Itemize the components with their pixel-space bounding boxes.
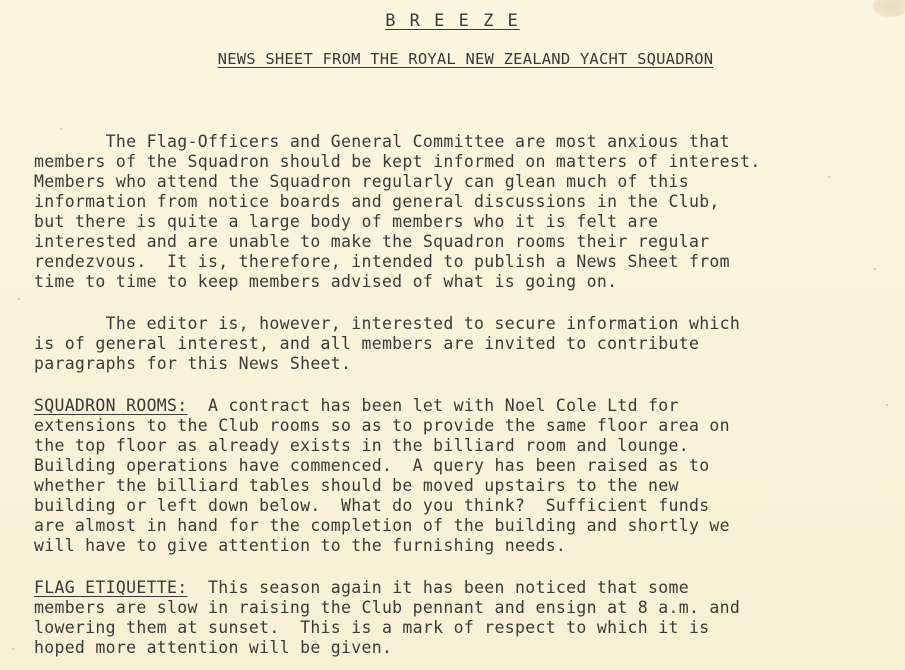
squadron-rooms-line: Building operations have commenced. A query has been raised as to [34, 456, 710, 475]
squadron-rooms-line: the top floor as already exists in the billiard room and lounge. [34, 436, 689, 455]
squadron-rooms-line: building or left down below. What do you think? Sufficient funds [34, 496, 710, 515]
paragraph1-line: interested and are unable to make the Squadron rooms their regular [34, 232, 710, 251]
squadron-rooms-line: will have to give attention to the furnishing needs. [34, 536, 567, 555]
document-subtitle-text: NEWS SHEET FROM THE ROYAL NEW ZEALAND YACHT SQUADRON [217, 50, 714, 68]
flag-etiquette-line: hoped more attention will be given. [34, 638, 393, 657]
paragraph1-line: time to time to keep members advised of what is going on. [34, 272, 618, 291]
document-subtitle [0, 50, 905, 68]
flag-etiquette-line: members are slow in raising the Club pennant and ensign at 8 a.m. and [34, 598, 741, 617]
squadron-rooms-line: extensions to the Club rooms so as to provide the same floor area on [34, 416, 730, 435]
squadron-rooms-heading: SQUADRON ROOMS: [34, 396, 188, 415]
paper-speck [60, 128, 62, 130]
paper-speck [874, 268, 876, 270]
paper-speck [12, 648, 14, 650]
paragraph1-line: rendezvous. It is, therefore, intended to publish a News Sheet from [34, 252, 730, 271]
flag-etiquette-line: lowering them at sunset. This is a mark of respect to which it is [34, 618, 710, 637]
document-title-text: B R E E Z E [385, 11, 520, 31]
paragraph2-line: paragraphs for this News Sheet. [34, 354, 352, 373]
squadron-rooms-first-line-text: A contract has been let with Noel Cole Ltd for [187, 396, 679, 415]
paragraph2-line: is of general interest, and all members are invited to contribute [34, 334, 700, 353]
paper-speck [828, 176, 830, 178]
paragraph1-line: information from notice boards and general discussions in the Club, [34, 192, 720, 211]
paragraph1-line: The Flag-Officers and General Committee are most anxious that [34, 132, 730, 151]
squadron-rooms-line: whether the billiard tables should be moved upstairs to the new [34, 476, 679, 495]
paper-speck [886, 404, 888, 406]
flag-etiquette-heading: FLAG ETIQUETTE: [34, 578, 188, 597]
paragraph1-line: Members who attend the Squadron regularly can glean much of this [34, 172, 689, 191]
flag-etiquette-first-line [34, 578, 689, 598]
paragraph2-line: The editor is, however, interested to secure information which [34, 314, 741, 333]
paragraph1-line: but there is quite a large body of members who it is felt are [34, 212, 659, 231]
squadron-rooms-line: are almost in hand for the completion of the building and shortly we [34, 516, 730, 535]
flag-etiquette-first-line-text: This season again it has been noticed that some [187, 578, 689, 597]
paragraph1-line: members of the Squadron should be kept informed on matters of interest. [34, 152, 761, 171]
paper-speck [18, 298, 20, 300]
squadron-rooms-first-line [34, 396, 679, 416]
document-title [0, 11, 905, 31]
